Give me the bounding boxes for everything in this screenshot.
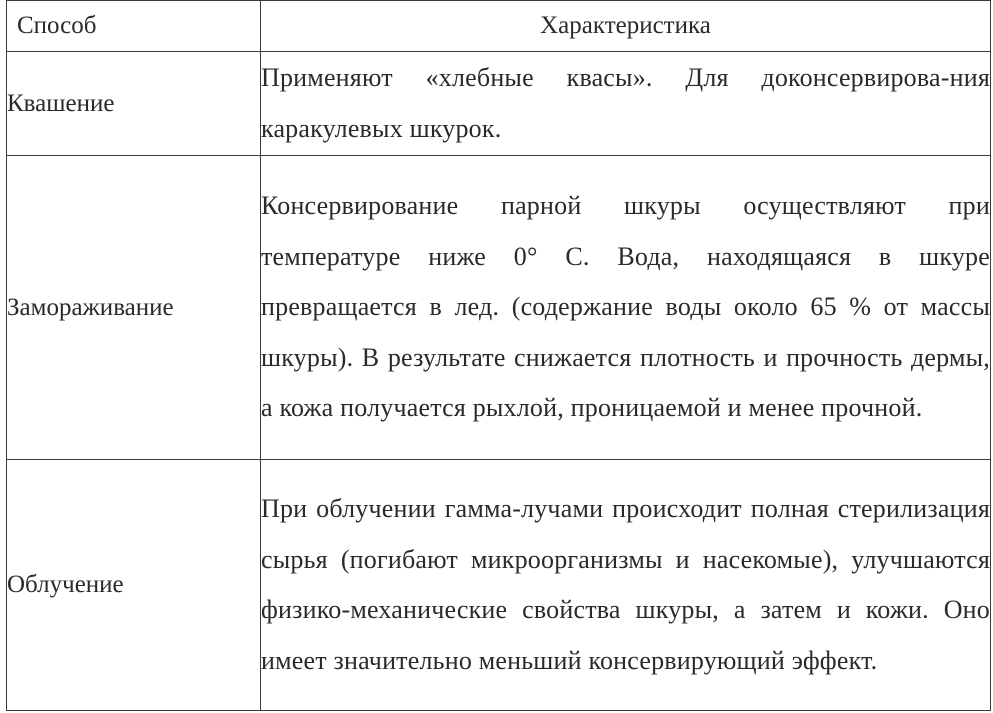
header-characteristic: Характеристика bbox=[261, 1, 991, 52]
header-method: Способ bbox=[7, 1, 261, 52]
preservation-methods-table bbox=[6, 0, 991, 711]
characteristic-text: Консервирование парной шкуры осуществляют при температуре ниже 0° С. Вода, находящаяся в шкуре превращается в лед. (содержание воды около 65 % от массы шкуры). В результате снижается плотность и прочность дермы, а кожа получается рыхлой, проницаемой и менее прочной. bbox=[261, 191, 990, 423]
characteristic-cell bbox=[261, 460, 991, 711]
method-cell: Облучение bbox=[7, 460, 261, 711]
characteristic-cell bbox=[261, 52, 991, 156]
table-row bbox=[7, 460, 991, 711]
table-header-row bbox=[7, 1, 991, 52]
characteristic-cell bbox=[261, 156, 991, 460]
table-row bbox=[7, 52, 991, 156]
method-cell: Квашение bbox=[7, 52, 261, 156]
characteristic-text: При облучении гамма-лучами происходит полная стерилизация сырья (погибают микроорганизмы и насекомые), улучшаются физико-механические свойства шкуры, а затем и кожи. Оно имеет значительно меньший консервирующий эффект. bbox=[261, 494, 990, 675]
table-row bbox=[7, 156, 991, 460]
characteristic-text: Применяют «хлебные квасы». Для доконсервирова-ния каракулевых шкурок. bbox=[261, 63, 990, 143]
method-cell: Замораживание bbox=[7, 156, 261, 460]
